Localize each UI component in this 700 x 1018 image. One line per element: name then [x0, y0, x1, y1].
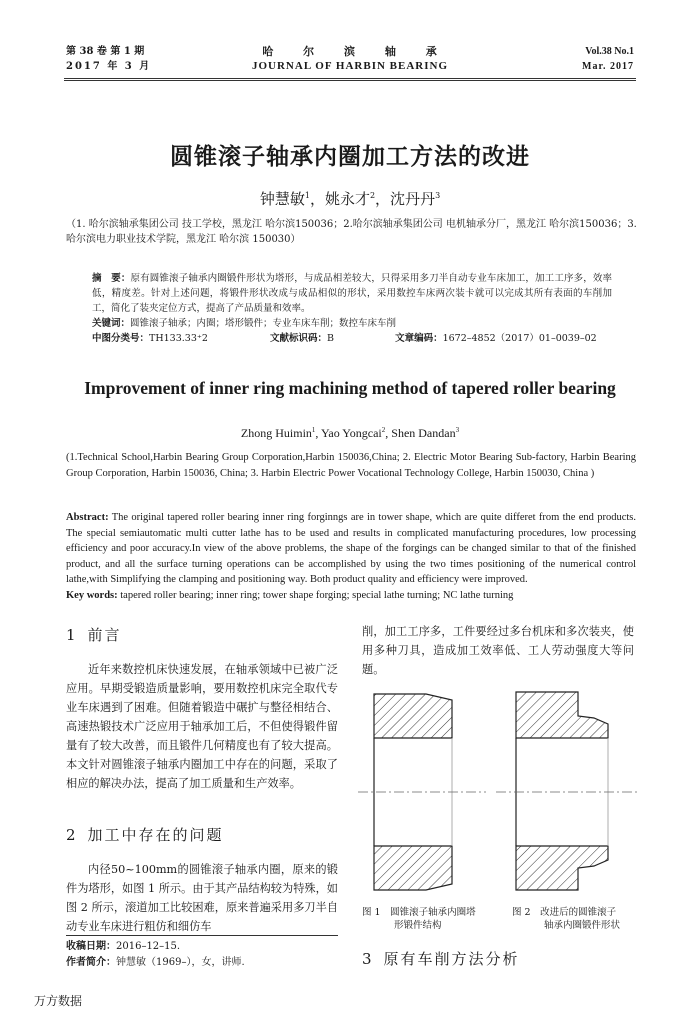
clc-label: 中图分类号： [92, 333, 150, 344]
figure-2-caption [512, 906, 638, 932]
figure-1-caption-line: 图 1 圆锥滚子轴承内圈塔 [362, 907, 476, 918]
figure-2-drawing [496, 692, 638, 890]
keywords-cn-label: 关键词： [92, 318, 131, 329]
keywords-en-label: Key words: [66, 589, 118, 601]
figure-1-caption-line: 形锻件结构 [394, 920, 442, 931]
abstract-cn-text [92, 271, 612, 316]
section-number: 1 [66, 626, 78, 644]
doc-code-label: 文献标识码： [270, 333, 328, 344]
abstract-en [66, 510, 636, 603]
author-bio-label: 作者简介： [66, 957, 116, 968]
figure-1-drawing [358, 694, 486, 890]
date-en: Mar. 2017 [582, 61, 634, 72]
journal-char: 哈 [262, 45, 275, 58]
section-heading-2 [66, 824, 224, 845]
article-code-value: 1672–4852（2017）01–0039–02 [442, 333, 597, 344]
abstract-en-text [66, 510, 636, 588]
section-number: 2 [66, 826, 78, 844]
journal-char: 尔 [303, 45, 316, 58]
footnote [66, 939, 245, 971]
affiliation-cn: （1. 哈尔滨轴承集团公司 技工学校，黑龙江 哈尔滨150036；2.哈尔滨轴承集团公司 电机轴承分厂，黑龙江 哈尔滨150036；3. 哈尔滨电力职业技术学院，黑龙江 哈尔滨 150030） [66, 219, 637, 245]
header-rule [64, 80, 636, 81]
keywords-en-text: tapered roller bearing; inner ring; tower shape forging; special lathe turning; NC lathe turning [120, 589, 514, 601]
section-number: 3 [362, 950, 374, 968]
journal-char: 承 [425, 45, 438, 58]
volume-en: Vol.38 No.1 [585, 46, 634, 57]
section-title: 加工中存在的问题 [87, 826, 224, 844]
watermark-text: 万方数据 [34, 994, 83, 1008]
paragraph-continued: 削，加工工序多，工件要经过多台机床和多次装夹，使用多种刀具，造成加工效率低、工人劳动强度大等问题。 [362, 625, 634, 676]
received-value: 2016–12–15. [116, 941, 181, 952]
received-date [66, 939, 245, 955]
abstract-en-label: Abstract: [66, 512, 109, 523]
header-rule [64, 78, 636, 79]
journal-char: 滨 [344, 45, 356, 58]
figure-2-caption-line: 图 2 改进后的圆锥滚子 [512, 907, 617, 918]
figure-2-caption-line: 轴承内圈锻件形状 [544, 920, 621, 931]
abstract-cn [92, 271, 612, 346]
received-label: 收稿日期： [66, 941, 116, 952]
journal-name-en: JOURNAL OF HARBIN BEARING [251, 60, 449, 72]
journal-char: 轴 [384, 45, 397, 58]
classification-row [92, 331, 612, 346]
author-bio [66, 955, 245, 971]
paper-title-cn: 圆锥滚子轴承内圈加工方法的改进 [170, 144, 530, 170]
footnote-rule [66, 935, 338, 936]
issue-info-en [582, 44, 634, 74]
author-bio-value: 钟慧敏（1969–），女，讲师. [116, 957, 245, 968]
figure-1-caption [362, 906, 512, 932]
section-heading-1 [66, 624, 122, 645]
clc-value: TH133.33⁺2 [149, 333, 208, 344]
authors-cn: 钟慧敏$^1$，姚永才$^2$，沈丹丹$^3$ [259, 190, 441, 208]
abstract-cn-body: 原有圆锥滚子轴承内圈锻件形状为塔形，与成品相差较大，只得采用多刀半自动专业车床加工，加工工序多，效率低，精度差。针对上述问题，将锻件形状改成与成品相似的形状，采用数控车床两次装卡就可以完成其所有表面的车削加工，简化了装夹定位方式，提高了产品质量和效率。 [92, 273, 612, 314]
article-code-label: 文章编码： [395, 333, 443, 344]
section-heading-3 [362, 948, 520, 969]
doc-code-value: B [327, 333, 335, 344]
keywords-en [66, 588, 636, 604]
affiliation-en: (1.Technical School,Harbin Bearing Group Corporation,Harbin 150036,China; 2. Electric Motor Bearing Sub-factory, Harbin Bearing Group Corporation, Harbin 150036, China; 3. Harbin Electric Power Vocational Technology College, Harbin 150030, China ) [66, 452, 636, 479]
authors-en: Zhong Huimin$^1$, Yao Yongcai$^2$, Shen Dandan$^3$ [240, 426, 460, 440]
keywords-cn-text: 圆锥滚子轴承；内圈；塔形锻件；专业车床车削；数控车床车削 [130, 318, 397, 329]
section-title: 前言 [87, 626, 122, 644]
date-cn: 2017 年 3 月 [66, 61, 152, 72]
volume-cn: 第 38 卷 第 1 期 [66, 46, 145, 57]
figure-forging-drawings [356, 684, 640, 900]
abstract-cn-label: 摘 要： [92, 273, 131, 284]
paper-title-en: Improvement of inner ring machining method of tapered roller bearing [84, 378, 616, 398]
paragraph-problem: 内径50~100mm的圆锥滚子轴承内圈，原来的锻件为塔形，如图 1 所示。由于其产品结构较为特殊，如图 2 所示，滚道加工比较困难，原来普遍采用多刀半自动专业车床进行粗仿和细仿车 [66, 863, 338, 933]
abstract-en-body: The original tapered roller bearing inner ring forginngs are in tower shape, which are quite differet from the end products. The special semiautomatic multi cutter lathe has to be used and results in complicated manufacturing procedures, low processing efficiency and poor accuracy.In view of the above problems, the shape of the forgings can be changed similar to that of the finished product, and all the surface turning operations can be accomplished by using the two times positioning of the numerical control lathe,with Simplifying the clamping and positioning way. Both product quality and efficiency were improved. [66, 512, 636, 585]
keywords-cn [92, 316, 612, 331]
paragraph-intro: 近年来数控机床快速发展，在轴承领域中已被广泛应用。早期受锻造质量影响，要用数控机床完全取代专业车床遇到了困难。但随着锻造中碾扩与整径相结合、高速热锻技术广泛应用于轴承加工后，不但使得锻件留量有了较大改善，而且锻件几何精度也有了较大提高。本文针对圆锥滚子轴承内圈加工中存在的问题，采取了相应的解决办法，提高了加工质量和生产效率。 [66, 663, 338, 790]
section-title: 原有车削方法分析 [383, 950, 520, 968]
